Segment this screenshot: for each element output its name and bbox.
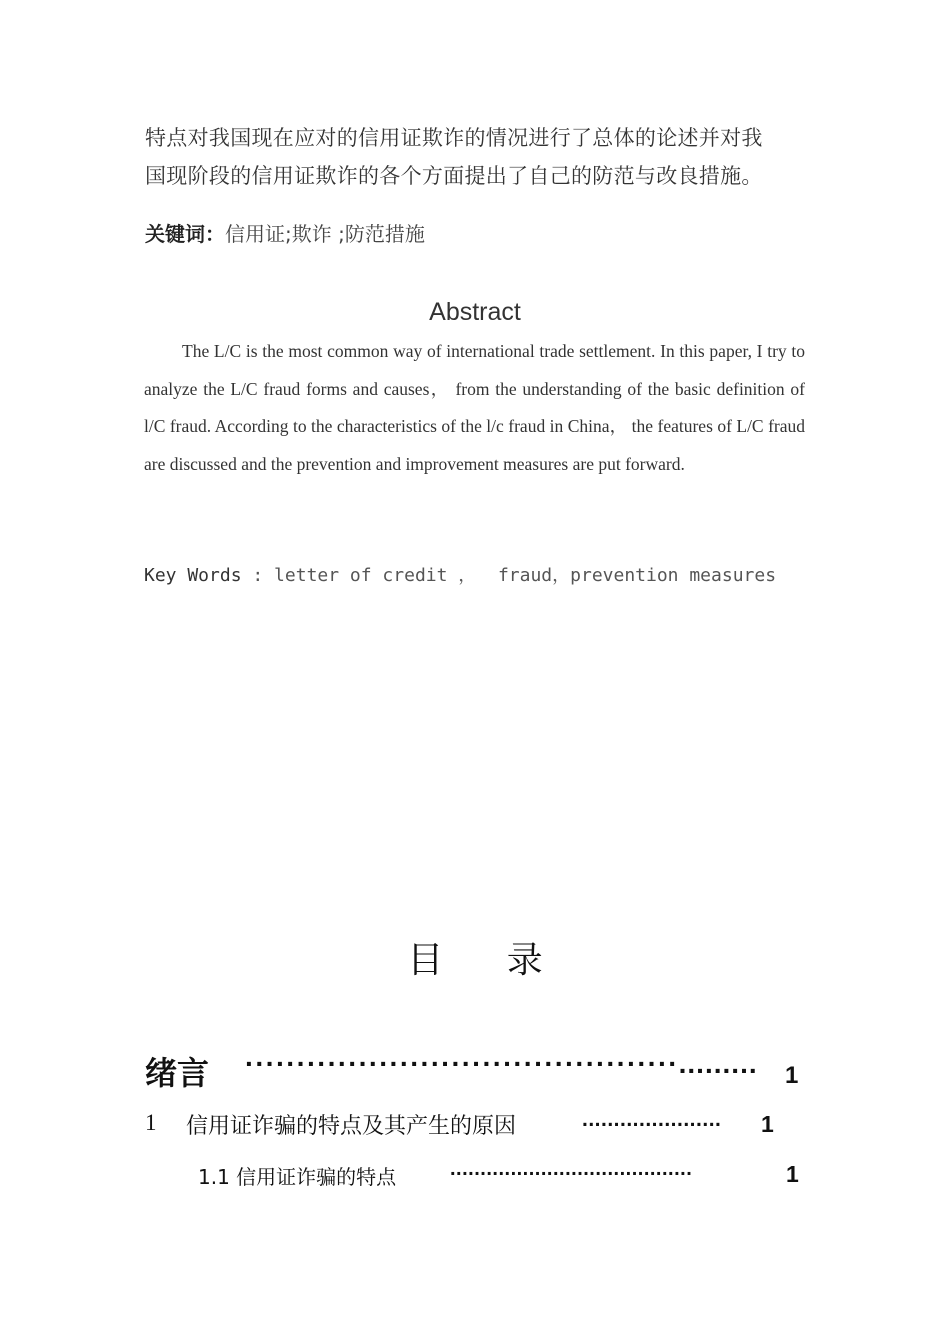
toc-leader-dots: ··········································......... bbox=[245, 1048, 758, 1079]
english-keywords-value: : letter of credit ， fraud，prevention measures bbox=[241, 565, 777, 586]
toc-heading: 目 录 bbox=[407, 940, 569, 981]
chinese-keywords-label: 关键词： bbox=[145, 222, 225, 246]
abstract-body: The L/C is the most common way of international trade settlement. In this paper, I try to analyze the L/C fraud forms and causes， from the understanding of the basic definition of l/C fraud. According to the characteristics of the l/c fraud in China， the features of L/C fraud are discussed and the prevention and improvement measures are put forward. bbox=[144, 341, 805, 474]
toc-leader-dots: ...................... bbox=[582, 1108, 722, 1131]
chinese-abstract-line-1: 特点对我国现在应对的信用证欺诈的情况进行了总体的论述并对我 bbox=[145, 126, 763, 150]
chinese-keywords-value: 信用证;欺诈 ;防范措施 bbox=[225, 222, 425, 246]
chinese-keywords bbox=[145, 218, 425, 247]
toc-page-number: 1 bbox=[785, 1062, 799, 1089]
toc-entry-number: 1 bbox=[145, 1110, 157, 1135]
toc-entry-title: 信用证诈骗的特点及其产生的原因 bbox=[186, 1114, 517, 1139]
toc-page-number: 1 bbox=[761, 1111, 774, 1137]
chinese-abstract-line-2: 国现阶段的信用证欺诈的各个方面提出了自己的防范与改良措施。 bbox=[145, 164, 763, 188]
toc-leader-dots: ........................................ bbox=[450, 1158, 693, 1180]
english-keywords bbox=[144, 561, 776, 587]
english-keywords-label: Key Words bbox=[144, 565, 242, 586]
toc-entry-title: 1.1 信用证诈骗的特点 bbox=[198, 1165, 397, 1189]
toc-page-number: 1 bbox=[786, 1161, 799, 1187]
abstract-heading: Abstract bbox=[429, 298, 521, 326]
toc-entry-title: 绪言 bbox=[145, 1054, 210, 1092]
